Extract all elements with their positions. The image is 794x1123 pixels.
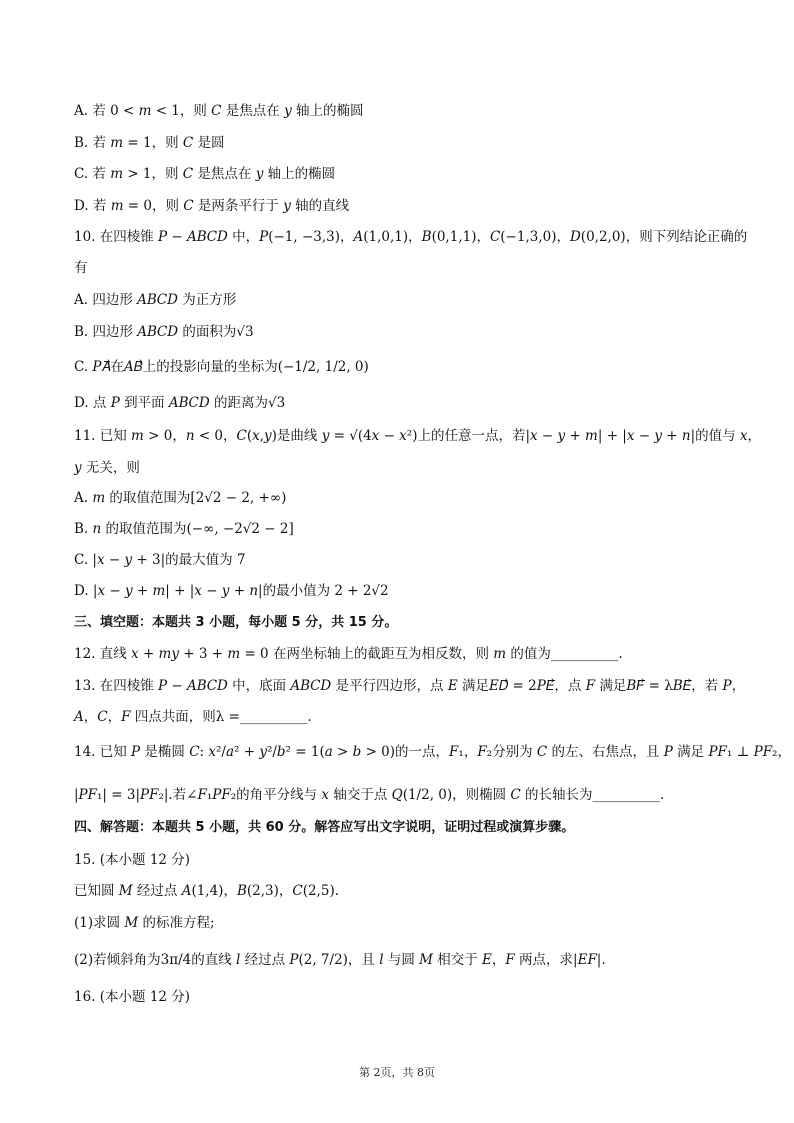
option-9c: C. 若 𝑚 > 1，则 𝐶 是焦点在 𝑦 轴上的椭圆 <box>74 166 336 182</box>
option-10b: B. 四边形 𝐴𝐵𝐶𝐷 的面积为√3 <box>74 324 254 340</box>
option-9a: A. 若 0 < 𝑚 < 1，则 𝐶 是焦点在 𝑦 轴上的椭圆 <box>74 103 364 119</box>
option-10d: D. 点 𝑃 到平面 𝐴𝐵𝐶𝐷 的距离为√3 <box>74 395 286 411</box>
question-13: 13. 在四棱锥 𝑃 − 𝐴𝐵𝐶𝐷 中，底面 𝐴𝐵𝐶𝐷 是平行四边形，点 𝐸 满足𝐸𝐷⃗ = 2𝑃𝐸⃗，点 𝐹 满足𝐵𝐹⃗ = λ𝐵𝐸⃗，若 𝑃， <box>74 678 746 694</box>
question-15-stem: 已知圆 𝑀 经过点 𝐴(1,4)，𝐵(2,3)，𝐶(2,5). <box>74 883 339 899</box>
question-16: 16. (本小题 12 分) <box>74 989 191 1005</box>
option-11a: A. 𝑚 的取值范围为[2√2 − 2, +∞) <box>74 490 287 506</box>
option-9b: B. 若 𝑚 = 1，则 𝐶 是圆 <box>74 135 225 151</box>
option-10c: C. 𝑃𝐴⃗在𝐴𝐵⃗上的投影向量的坐标为(−1/2, 1/2, 0) <box>74 359 369 375</box>
option-11d: D. |𝑥 − 𝑦 + 𝑚| + |𝑥 − 𝑦 + 𝑛|的最小值为 2 + 2√2 <box>74 583 389 599</box>
question-12: 12. 直线 𝑥 + 𝑚𝑦 + 3 + 𝑚 = 0 在两坐标轴上的截距互为相反数，则 𝑚 的值为__________. <box>74 646 623 662</box>
section-3-heading: 三、填空题：本题共 3 小题，每小题 5 分，共 15 分。 <box>74 615 398 630</box>
option-11c: C. |𝑥 − 𝑦 + 3|的最大值为 7 <box>74 552 246 568</box>
question-11-cont: 𝑦 无关，则 <box>74 460 140 476</box>
option-9d: D. 若 𝑚 = 0，则 𝐶 是两条平行于 𝑦 轴的直线 <box>74 198 350 214</box>
question-11: 11. 已知 𝑚 > 0，𝑛 < 0，𝐶(𝑥,𝑦)是曲线 𝑦 = √(4𝑥 − 𝑥²)上的任意一点，若|𝑥 − 𝑦 + 𝑚| + |𝑥 − 𝑦 + 𝑛|的值与 𝑥， <box>74 428 762 444</box>
question-10: 10. 在四棱锥 𝑃 − 𝐴𝐵𝐶𝐷 中，𝑃(−1, −3,3)，𝐴(1,0,1)，𝐵(0,1,1)，𝐶(−1,3,0)，𝐷(0,2,0)，则下列结论正确的 <box>74 229 748 245</box>
question-14: 14. 已知 𝑃 是椭圆 𝐶: 𝑥²/𝑎² + 𝑦²/𝑏² = 1(𝑎 > 𝑏 > 0)的一点，𝐹₁，𝐹₂分别为 𝐶 的左、右焦点，且 𝑃 满足 𝑃𝐹₁ ⊥ 𝑃𝐹₂， <box>74 744 791 760</box>
question-13-cont: 𝐴，𝐶，𝐹 四点共面，则λ =__________. <box>74 709 312 725</box>
question-15-part-1: (1)求圆 𝑀 的标准方程; <box>74 915 215 931</box>
question-10-cont: 有 <box>74 260 88 276</box>
question-14-cont: |𝑃𝐹₁| = 3|𝑃𝐹₂|.若∠𝐹₁𝑃𝐹₂的角平分线与 𝑥 轴交于点 𝑄(1/2, 0)，则椭圆 𝐶 的长轴长为__________. <box>74 787 665 803</box>
question-15-part-2: (2)若倾斜角为3π/4的直线 𝑙 经过点 𝑃(2, 7/2)，且 𝑙 与圆 𝑀 相交于 𝐸，𝐹 两点，求|𝐸𝐹|. <box>74 952 606 968</box>
option-11b: B. 𝑛 的取值范围为(−∞, −2√2 − 2] <box>74 521 294 537</box>
option-10a: A. 四边形 𝐴𝐵𝐶𝐷 为正方形 <box>74 292 237 308</box>
section-4-heading: 四、解答题：本题共 5 小题，共 60 分。解答应写出文字说明，证明过程或演算步骤。 <box>74 820 575 835</box>
page-footer: 第 2页，共 8页 <box>359 1066 435 1079</box>
question-15: 15. (本小题 12 分) <box>74 852 191 868</box>
